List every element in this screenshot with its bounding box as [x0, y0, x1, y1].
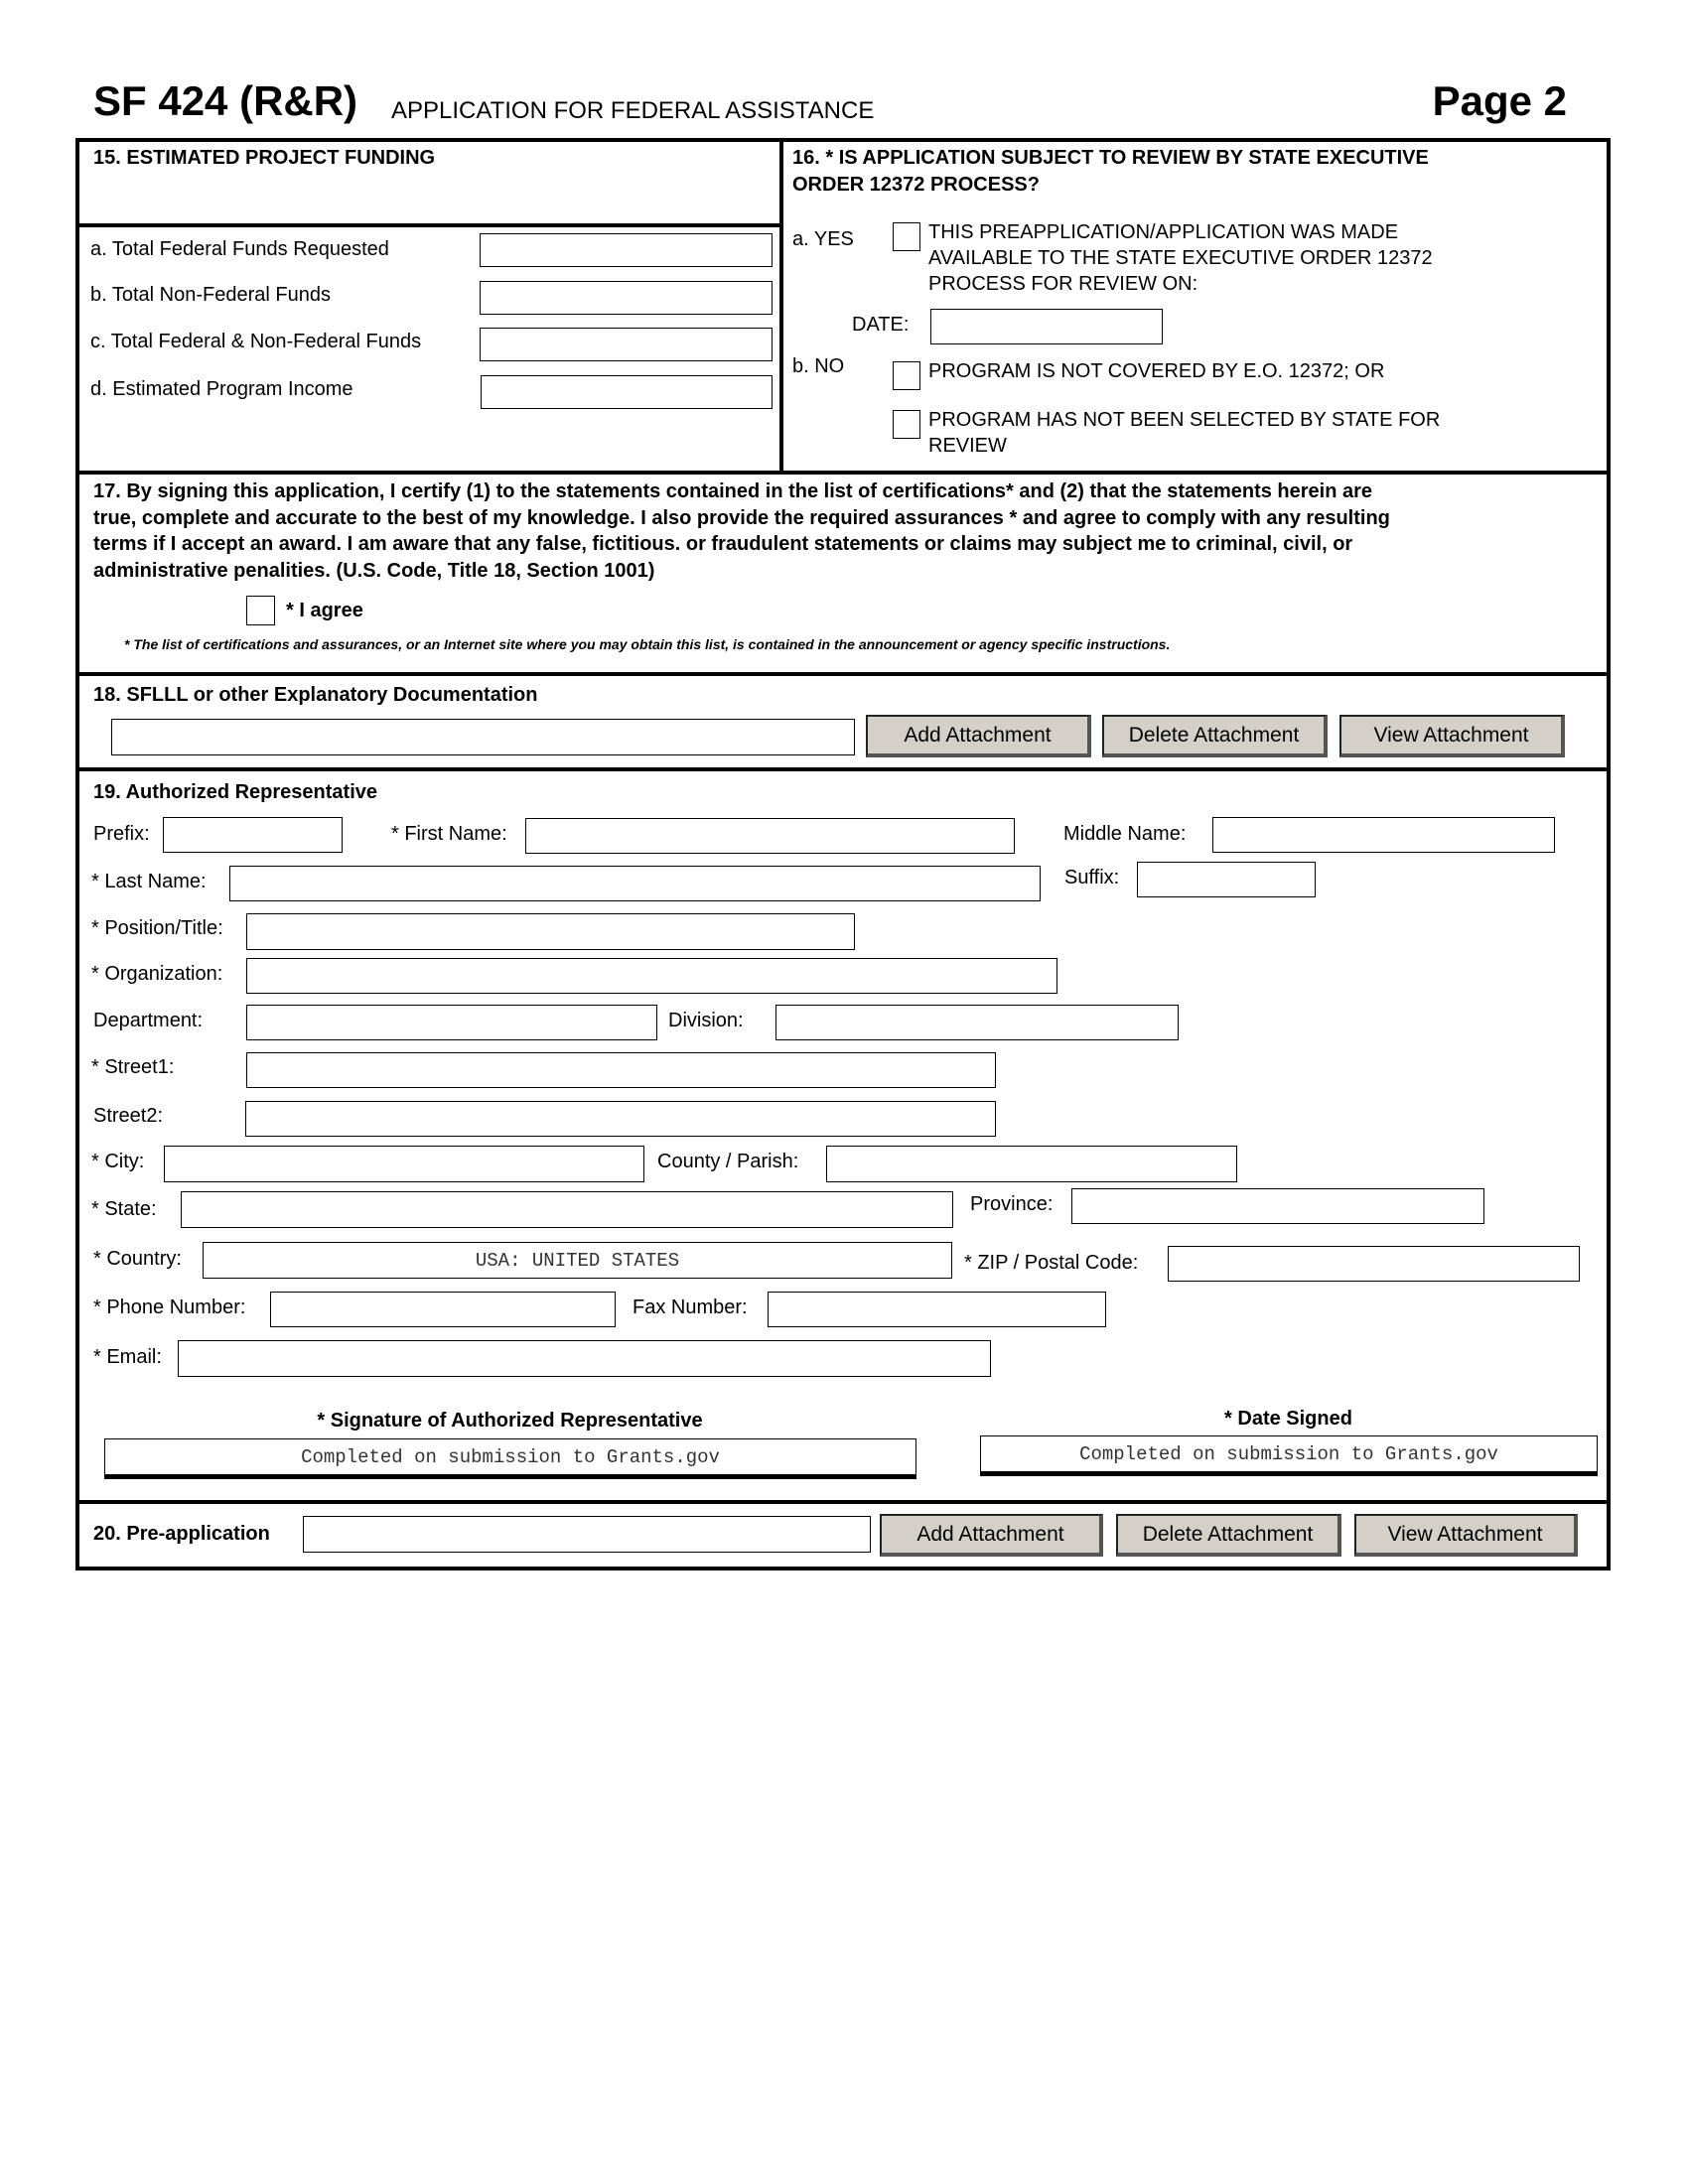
city-input[interactable] — [164, 1146, 644, 1182]
total-non-federal-funds-label: b. Total Non-Federal Funds — [90, 284, 331, 306]
total-combined-funds-label: c. Total Federal & Non-Federal Funds — [90, 331, 422, 352]
no-not-covered-checkbox[interactable] — [893, 361, 920, 390]
street1-label: * Street1: — [91, 1056, 175, 1078]
yes-description-line3: PROCESS FOR REVIEW ON: — [928, 273, 1198, 295]
total-federal-funds-input[interactable] — [480, 233, 773, 267]
total-combined-funds-input[interactable] — [480, 328, 773, 361]
last-name-label: * Last Name: — [91, 871, 207, 892]
no-not-selected-line2: REVIEW — [928, 435, 1007, 457]
section-16-title-line2: ORDER 12372 PROCESS? — [792, 174, 1040, 196]
zip-postal-code-input[interactable] — [1168, 1246, 1580, 1282]
organization-label: * Organization: — [91, 963, 223, 985]
zip-postal-code-label: * ZIP / Postal Code: — [964, 1252, 1139, 1274]
sflll-attachment-field[interactable] — [111, 719, 855, 755]
yes-description — [928, 219, 1433, 297]
page-number: Page 2 — [1432, 77, 1567, 124]
form-id: SF 424 (R&R) — [93, 77, 358, 124]
phone-number-label: * Phone Number: — [93, 1297, 246, 1318]
department-input[interactable] — [246, 1005, 657, 1040]
middle-name-input[interactable] — [1212, 817, 1555, 853]
state-label: * State: — [91, 1198, 157, 1220]
signature-field: Completed on submission to Grants.gov — [104, 1438, 916, 1479]
yes-description-line1: THIS PREAPPLICATION/APPLICATION WAS MADE — [928, 221, 1399, 243]
review-date-input[interactable] — [930, 309, 1163, 344]
date-signed-label: * Date Signed — [1224, 1408, 1352, 1430]
no-not-selected-label — [928, 407, 1440, 459]
state-select[interactable] — [181, 1191, 953, 1228]
signature-label: * Signature of Authorized Representative — [317, 1410, 703, 1432]
sflll-delete-attachment-button[interactable]: Delete Attachment — [1102, 715, 1328, 757]
province-label: Province: — [970, 1193, 1054, 1215]
prefix-input[interactable] — [163, 817, 343, 853]
date-label: DATE: — [852, 314, 910, 336]
certification-line2: true, complete and accurate to the best of my knowledge. I also provide the required assurances * and agree to comply with any resulting — [93, 506, 1390, 529]
pre-application-delete-attachment-button[interactable]: Delete Attachment — [1116, 1514, 1341, 1557]
email-input[interactable] — [178, 1340, 991, 1377]
certification-text — [93, 478, 1390, 584]
i-agree-checkbox[interactable] — [246, 596, 275, 625]
no-label: b. NO — [792, 355, 845, 377]
section-18-title: 18. SFLLL or other Explanatory Documentation — [93, 684, 538, 706]
date-signed-field: Completed on submission to Grants.gov — [980, 1435, 1598, 1476]
province-input[interactable] — [1071, 1188, 1484, 1224]
division-input[interactable] — [775, 1005, 1179, 1040]
department-label: Department: — [93, 1010, 204, 1031]
form-title: APPLICATION FOR FEDERAL ASSISTANCE — [391, 97, 875, 124]
yes-checkbox[interactable] — [893, 222, 920, 251]
middle-name-label: Middle Name: — [1063, 823, 1187, 845]
fax-number-input[interactable] — [768, 1292, 1106, 1327]
email-label: * Email: — [93, 1346, 162, 1368]
pre-application-attachment-field[interactable] — [303, 1516, 871, 1553]
no-not-selected-line1: PROGRAM HAS NOT BEEN SELECTED BY STATE FOR — [928, 409, 1441, 431]
sflll-add-attachment-button[interactable]: Add Attachment — [866, 715, 1091, 757]
division-label: Division: — [668, 1010, 744, 1031]
total-federal-funds-label: a. Total Federal Funds Requested — [90, 238, 389, 260]
suffix-label: Suffix: — [1064, 867, 1120, 888]
first-name-label: * First Name: — [391, 823, 507, 845]
total-non-federal-funds-input[interactable] — [480, 281, 773, 315]
estimated-program-income-label: d. Estimated Program Income — [90, 378, 353, 400]
organization-input[interactable] — [246, 958, 1057, 994]
estimated-program-income-input[interactable] — [481, 375, 773, 409]
position-title-label: * Position/Title: — [91, 917, 223, 939]
section-19-title: 19. Authorized Representative — [93, 781, 378, 803]
city-label: * City: — [91, 1151, 145, 1172]
street1-input[interactable] — [246, 1052, 996, 1088]
phone-number-input[interactable] — [270, 1292, 616, 1327]
certification-line3: terms if I accept an award. I am aware that any false, fictitious. or fraudulent statements or claims may subject me to criminal, civil, or — [93, 533, 1353, 555]
fax-number-label: Fax Number: — [633, 1297, 748, 1318]
yes-description-line2: AVAILABLE TO THE STATE EXECUTIVE ORDER 12372 — [928, 247, 1433, 269]
section-20-title: 20. Pre-application — [93, 1523, 270, 1545]
street2-label: Street2: — [93, 1105, 164, 1127]
no-not-covered-label: PROGRAM IS NOT COVERED BY E.O. 12372; OR — [928, 360, 1385, 382]
prefix-label: Prefix: — [93, 823, 150, 845]
position-title-input[interactable] — [246, 913, 855, 950]
certification-line1: 17. By signing this application, I certify (1) to the statements contained in the list of certifications* and (2) that the statements herein are — [93, 480, 1373, 502]
first-name-input[interactable] — [525, 818, 1015, 854]
last-name-input[interactable] — [229, 866, 1041, 901]
section-15-title: 15. ESTIMATED PROJECT FUNDING — [93, 147, 436, 169]
country-label: * Country: — [93, 1248, 182, 1270]
suffix-input[interactable] — [1137, 862, 1316, 897]
no-not-selected-checkbox[interactable] — [893, 410, 920, 439]
section-16-title-line1: 16. * IS APPLICATION SUBJECT TO REVIEW BY STATE EXECUTIVE — [792, 147, 1429, 169]
pre-application-view-attachment-button[interactable]: View Attachment — [1354, 1514, 1578, 1557]
pre-application-add-attachment-button[interactable]: Add Attachment — [880, 1514, 1103, 1557]
yes-label: a. YES — [792, 228, 854, 250]
county-parish-label: County / Parish: — [657, 1151, 799, 1172]
street2-input[interactable] — [245, 1101, 996, 1137]
country-select[interactable]: USA: UNITED STATES — [203, 1242, 952, 1279]
county-parish-input[interactable] — [826, 1146, 1237, 1182]
sflll-view-attachment-button[interactable]: View Attachment — [1339, 715, 1565, 757]
i-agree-label: * I agree — [286, 600, 363, 621]
certification-footnote: * The list of certifications and assurances, or an Internet site where you may obtain this list, is contained in the announcement or agency specific instructions. — [124, 636, 1171, 652]
certification-line4: administrative penalities. (U.S. Code, Title 18, Section 1001) — [93, 559, 655, 582]
